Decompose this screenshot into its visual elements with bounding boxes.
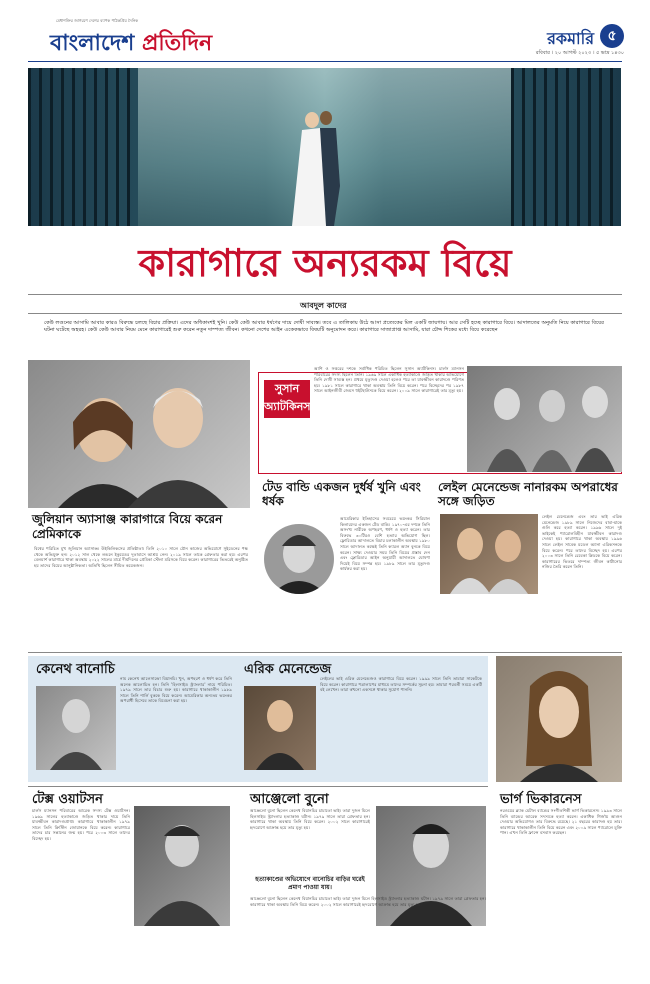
susan-photo bbox=[467, 366, 622, 472]
assange-photo bbox=[28, 360, 250, 508]
page-number: ৫ bbox=[600, 24, 624, 48]
hero-image bbox=[28, 68, 621, 226]
ted-body: আমেরিকার ইতিহাসের সবচেয়ে ভয়ংকর সিরিয়াল কিলারদের একজন টেড বান্ডি। ১৯৭০-এর দশকে তিনি অসংখ্য নারীকে অপহরণ, ধর্ষণ ও হত্যা করেন। তার বিরুদ্ধে ৩০টিরও বেশি হত্যার অভিযোগ ছিল। ফ্লোরিডার আদালতে বিচার চলাকালীন অবস্থায় ১৯৮০ সালে আদালত কক্ষেই তিনি ক্যারল অ্যান বুনকে বিয়ে করেন। সাক্ষ্য দেওয়ার সময় তিনি বিয়ের প্রস্তাব দেন এবং ফ্লোরিডার আইন অনুযায়ী আদালতে ঘোষণা দিয়েই বিয়ে সম্পন্ন হয়। ১৯৮৯ সালে তার মৃত্যুদণ্ড কার্যকর করা হয়। bbox=[340, 516, 430, 572]
angelo-title: আঞ্জেলো বুনো bbox=[250, 792, 329, 807]
erik-body: লেইলের ভাই এরিক মেনেন্ডেজও কারাগারে বিয়ে করেন। ১৯৯৯ সালে তিনি তামারা সাকেটকে বিয়ে করেন। কারাগারে পত্রালাপের মাধ্যমে তাদের সম্পর্কের সূচনা হয়। তামারা পরবর্তী সময়ে একটি বই লেখেন। তারা কখনো একসঙ্গে থাকার সুযোগ পাননি। bbox=[320, 676, 482, 693]
assange-title: জুলিয়ান অ্যাসাঞ্জ কারাগারে বিয়ে করেন প্রেমিকাকে bbox=[32, 512, 223, 541]
date-line: রবিবার । ২০ আগস্ট ২০২৩ । ৫ ভাদ্র ১৪৩০ bbox=[535, 50, 624, 56]
assange-body: বিশ্বের পরিচিত মুখ জুলিয়ান অ্যাসাঞ্জ। উইকিলিকসের প্রতিষ্ঠাতা। তিনি ২০১০ সালে যৌন কাজের অভিযোগে সুইডেনের পক্ষ থেকে অভিযুক্ত হন। ২০১২ সাল থেকে লন্ডনে ইকুয়েডর দূতাবাসে আশ্রয় নেন। ২০১৯ সালে তাকে গ্রেফতার করা হয়। এরপর বেলমার্শ কারাগারে থাকা অবস্থায় ২০২২ সালের মার্চে দীর্ঘদিনের প্রেমিকা স্টেলা মরিসকে বিয়ে করেন। কারাগারের ভিতরেই অনুষ্ঠিত হয় তাদের বিয়ের আনুষ্ঠানিকতা। অতিথি ছিলেন সীমিত কয়েকজন। bbox=[34, 546, 248, 568]
susan-body: আশি ও সত্তরের দশকে সর্বাধিক পরিচিত ছিলেন সুসান অ্যাটকিনস। চার্লস ম্যানসন পরিবারের সদস্য ছিলেন তিনি। ১৯৬৯ সালে একাধিক হত্যাকাণ্ডে জড়িত থাকার অভিযোগে তিনি দোষী সাব্যস্ত হন। প্রথমে মৃত্যুদণ্ড দেওয়া হলেও পরে তা যাবজ্জীবন কারাদণ্ডে পরিণত হয়। ১৯৮১ সালে কারাগারে থাকা অবস্থায় তিনি বিয়ে করেন। পরে বিচ্ছেদের পর ১৯৮৭ সালে আইনজীবী জেমস হুইটহাউসকে বিয়ে করেন। ২০০৯ সালে কারাগারেই তার মৃত্যু হয়। bbox=[314, 366, 464, 394]
logo-part-2: প্রতিদিন bbox=[141, 30, 213, 56]
masthead-rule bbox=[28, 61, 622, 62]
angelo-body-2: আঞ্জেলো বুনো ছিলেন কেনেথ বিয়ানচির চাচাতো ভাই। তারা দুজন মিলে হিলসাইড স্ট্র্যাংলার হত্যাকাণ্ড ঘটান। ১৯৭৯ সালে তারা গ্রেফতার হন। কারাগারে থাকা অবস্থায় তিনি বিয়ে করেন। ২০০২ সালে কারাগারেই হৃদরোগে আক্রান্ত হয়ে তার মৃত্যু হয়। bbox=[250, 896, 486, 907]
kenneth-photo bbox=[36, 686, 116, 770]
erik-title: এরিক মেনেন্ডেজ bbox=[244, 662, 332, 677]
section-name: রকমারি bbox=[547, 29, 594, 48]
prison-bars-right bbox=[511, 68, 621, 226]
masthead bbox=[0, 0, 650, 64]
newspaper-logo[interactable] bbox=[50, 16, 213, 56]
lyle-body: লেইল মেনেন্ডেজ এবং তার ভাই এরিক মেনেন্ডেজ ১৯৮৯ সালে নিজেদের বাবা-মাকে গুলি করে হত্যা করেন। ১৯৯৬ সালে দুই ভাইকেই প্যারোলবিহীন যাবজ্জীবন কারাদণ্ড দেওয়া হয়। কারাগারে থাকা অবস্থায় ১৯৯৬ সালে লেইল সাবেক মডেল অ্যানা এরিকসনকে বিয়ে করেন। পরে তাদের বিচ্ছেদ হয়। এরপর ২০০৩ সালে তিনি রেবেকা স্নিডকে বিয়ে করেন। কারাগারের ভিতরে দাম্পত্য জীবন কাটানোর নজির তৈরি করেন তিনি। bbox=[542, 514, 622, 570]
kenneth-body: নাম কেনেথ আলেসান্দ্রো বিয়ানচি। খুন, অপহরণ ও ধর্ষণ করে তিনি অনেক আলোচিত হন। তিনি 'হিলসাইড স্ট্র্যাংলার' নামে পরিচিত। ১৯৭৯ সালে তার বিচার শুরু হয়। কারাগারে থাকাকালীন ১৯৮৯ সালে তিনি শার্লি বুককে বিয়ে করেন। আমেরিকার অন্যতম ভয়ংকর অপরাধী হিসেবে তাকে বিবেচনা করা হয়। bbox=[120, 676, 232, 704]
kenneth-title: কেনেথ বানোচি bbox=[36, 662, 115, 677]
intro-text: কেউ লণ্ডনের আসামি আবার কারও বিরুদ্ধে চলছে বিচার প্রক্রিয়া। এদের অধিকাংশই খুনি। কেউ কেউ আবার ধর্ষণের দায়ে দোষী সাব্যস্ত। তবে এ তালিকায় উঠে আসা প্রত্যেকের মিল একটি জায়গায়। আর সেটি হচ্ছে কারাগারে বিয়ে। আদালতের অনুমতি নিয়ে কারাগারে বিয়ের ঘটনা ঘটেছে অহরহ। কেউ কেউ আবার নিয়ম মেনে কারাগারেই শুরু করেন নতুন দাম্পত্য জীবন। কখনো দেশের আইন একেকভাবে বিষয়টি অনুমোদন করে। কারাগারে সাজাপ্রাপ্ত আসামি, যারা চৌদ্দ শিকের মধ্যে বিয়ে করেছেন bbox=[44, 320, 604, 333]
logo-text bbox=[50, 26, 212, 63]
ted-photo bbox=[264, 524, 334, 594]
lower-rule bbox=[28, 786, 488, 787]
tex-photo bbox=[134, 806, 230, 926]
main-headline: কারাগারে অন্যরকম বিয়ে bbox=[138, 240, 512, 285]
varg-photo bbox=[496, 656, 622, 782]
byline: আবদুল কাদের bbox=[300, 301, 347, 310]
angelo-body: আঞ্জেলো বুনো ছিলেন কেনেথ বিয়ানচির চাচাতো ভাই। তারা দুজন মিলে হিলসাইড স্ট্র্যাংলার হত্যাকাণ্ড ঘটান। ১৯৭৯ সালে তারা গ্রেফতার হন। কারাগারে থাকা অবস্থায় তিনি বিয়ে করেন। ২০০২ সালে কারাগারেই হৃদরোগে আক্রান্ত হয়ে তার মৃত্যু হয়। bbox=[250, 808, 370, 830]
logo-tagline: মেধাশক্তির জাগরণে দেশের ব্যাপক পাঠকপ্রিয় দৈনিক bbox=[56, 18, 139, 23]
logo-part-1: বাংলাদেশ bbox=[50, 30, 142, 56]
mid-rule bbox=[28, 652, 622, 653]
lyle-photo bbox=[440, 514, 538, 594]
angelo-subhead: হত্যাকাণ্ডের অভিযোগে বানোচির বাড়ির ঘরেই প্রমাণ পাওয়া যায়। bbox=[255, 876, 365, 891]
erik-photo bbox=[244, 686, 316, 770]
headline-rule bbox=[28, 294, 622, 295]
tex-body: চার্লস ম্যানসন পরিবারের আরেক সদস্য টেক্স ওয়াটসন। ১৯৬৯ সালের হত্যাকাণ্ডে জড়িত থাকার দায়ে তিনি যাবজ্জীবন কারাদণ্ডপ্রাপ্ত। কারাগারে থাকাকালীন ১৯৭৯ সালে তিনি ক্রিস্টিন জোয়ানকে বিয়ে করেন। কারাগারে তাদের চার সন্তানের জন্ম হয়। পরে ২০০৩ সালে তাদের বিচ্ছেদ হয়। bbox=[32, 808, 130, 841]
varg-title: ভার্গ ভিকারনেস bbox=[500, 792, 582, 807]
tex-title: টেক্স ওয়াটসন bbox=[32, 792, 103, 807]
lyle-title: লেইল মেনেন্ডেজ নানারকম অপরাধের সঙ্গে জড়িত bbox=[438, 480, 618, 508]
couple-figure bbox=[290, 106, 348, 226]
varg-body: নরওয়ের ব্ল্যাক মেটাল ব্যান্ডের সংগীতশিল্পী ভার্গ ভিকারনেস। ১৯৯৩ সালে তিনি ব্যান্ডের আরেক সদস্যকে হত্যা করেন। একাধিক গির্জায় আগুন দেওয়ার অভিযোগও তার বিরুদ্ধে রয়েছে। ২১ বছরের কারাদণ্ড হয় তার। কারাগারে থাকাকালীন তিনি বিয়ে করেন এবং ২০০৯ সালে প্যারোলে মুক্তি পান। এখন তিনি ফ্রান্সে বসবাস করছেন। bbox=[500, 808, 622, 836]
prison-bars-left bbox=[28, 68, 138, 226]
byline-rule bbox=[28, 313, 622, 314]
ted-title: টেড বান্ডি একজন দুর্ধর্ষ খুনি এবং ধর্ষক bbox=[262, 480, 421, 508]
susan-label: সুসান অ্যাটকিনস bbox=[264, 380, 310, 418]
